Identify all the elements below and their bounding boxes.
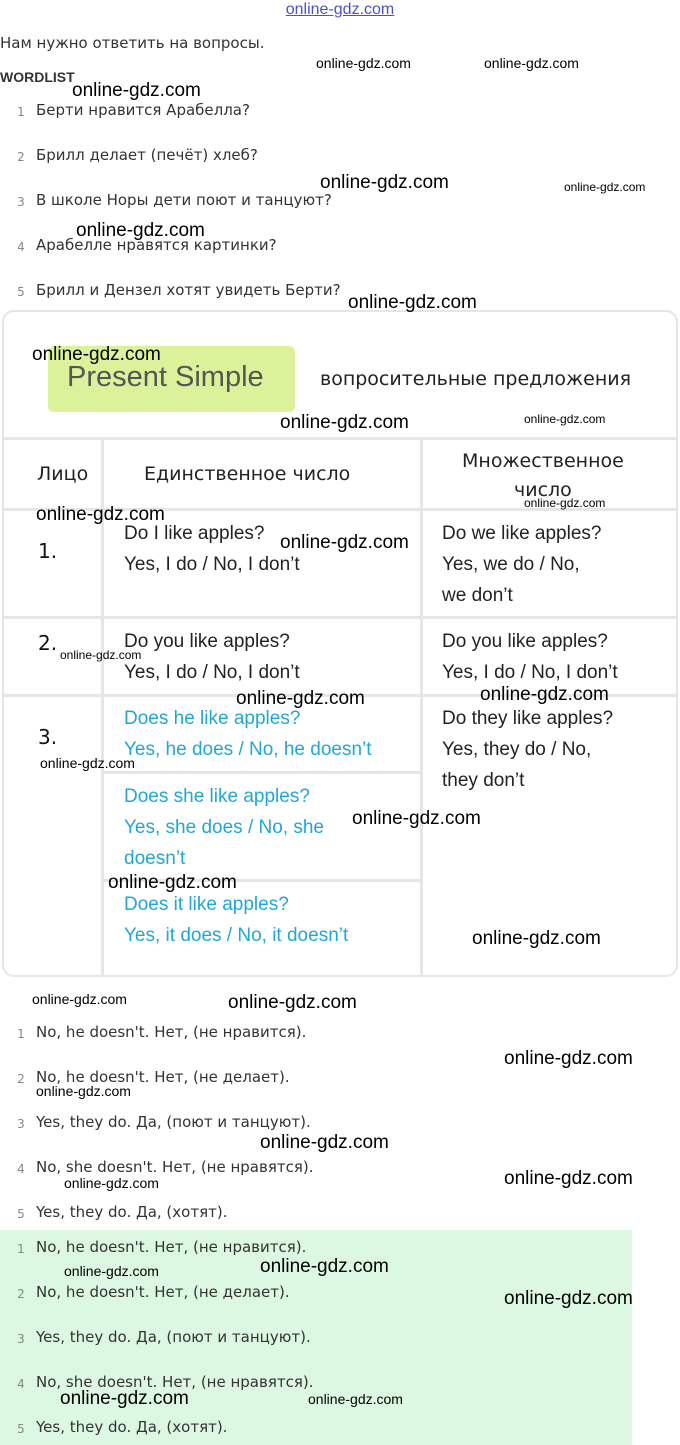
example-line: we don’t xyxy=(442,585,513,606)
example-cell xyxy=(442,626,618,688)
table-divider xyxy=(104,771,422,774)
watermark: online-gdz.com xyxy=(504,1168,633,1189)
example-line: Yes, they do / No, xyxy=(442,739,592,760)
example-line: Yes, I do / No, I don’t xyxy=(124,662,300,683)
watermark: online-gdz.com xyxy=(480,684,609,705)
table-divider xyxy=(420,437,423,977)
watermark: online-gdz.com xyxy=(320,172,449,193)
question-number: 2 xyxy=(17,150,25,164)
question-number: 4 xyxy=(17,240,25,254)
watermark: online-gdz.com xyxy=(348,292,477,313)
watermark: online-gdz.com xyxy=(108,872,237,893)
watermark: online-gdz.com xyxy=(484,55,579,71)
watermark: online-gdz.com xyxy=(36,504,165,525)
watermark: online-gdz.com xyxy=(228,992,357,1013)
intro-text: Нам нужно ответить на вопросы. xyxy=(0,34,265,52)
example-line: Do I like apples? xyxy=(124,523,265,544)
example-cell xyxy=(124,889,348,951)
watermark: online-gdz.com xyxy=(564,180,646,194)
answer-text: Yes, they do. Да, (поют и танцуют). xyxy=(36,1328,311,1346)
example-line: they don’t xyxy=(442,770,525,791)
grammar-title: Present Simple xyxy=(67,361,264,393)
watermark: online-gdz.com xyxy=(72,80,201,101)
answer-text: No, she doesn't. Нет, (не нравятся). xyxy=(36,1373,314,1391)
watermark: online-gdz.com xyxy=(236,688,365,709)
answer-text: No, he doesn't. Нет, (не делает). xyxy=(36,1283,290,1301)
person-label: 1. xyxy=(38,539,58,563)
person-label: 3. xyxy=(38,725,58,749)
answer-number: 2 xyxy=(17,1287,25,1301)
example-cell xyxy=(442,703,613,796)
site-title-link[interactable]: online-gdz.com xyxy=(285,1,395,18)
watermark: online-gdz.com xyxy=(352,808,481,829)
example-line: Does she like apples? xyxy=(124,786,310,807)
wordlist-heading: WORDLIST xyxy=(0,69,75,85)
answer-text: Yes, they do. Да, (поют и танцуют). xyxy=(36,1113,311,1131)
example-line: Does it like apples? xyxy=(124,894,289,915)
answer-text: Yes, they do. Да, (хотят). xyxy=(36,1418,228,1436)
example-cell xyxy=(442,518,601,611)
person-label: 2. xyxy=(38,631,58,655)
answer-number: 4 xyxy=(17,1377,25,1391)
watermark: online-gdz.com xyxy=(60,1388,189,1409)
example-line: Yes, I do / No, I don’t xyxy=(124,554,300,575)
watermark: online-gdz.com xyxy=(280,412,409,433)
watermark: online-gdz.com xyxy=(260,1256,389,1277)
watermark: online-gdz.com xyxy=(260,1132,389,1153)
question-number: 5 xyxy=(17,285,25,299)
example-line: Yes, she does / No, she xyxy=(124,817,324,838)
example-cell xyxy=(124,626,300,688)
example-line: Yes, it does / No, it doesn’t xyxy=(124,925,349,946)
header-person: Лицо xyxy=(37,463,89,485)
example-line: Do they like apples? xyxy=(442,708,614,729)
example-line: Yes, we do / No, xyxy=(442,554,580,575)
watermark: online-gdz.com xyxy=(280,532,409,553)
example-cell xyxy=(124,703,372,765)
watermark: online-gdz.com xyxy=(316,55,411,71)
watermark: online-gdz.com xyxy=(472,928,601,949)
example-cell xyxy=(124,781,324,874)
watermark: online-gdz.com xyxy=(504,1048,633,1069)
watermark: online-gdz.com xyxy=(64,1263,159,1279)
example-line: doesn’t xyxy=(124,848,186,869)
watermark: online-gdz.com xyxy=(504,1288,633,1309)
example-cell xyxy=(124,518,300,580)
watermark: online-gdz.com xyxy=(308,1391,403,1407)
example-line: Do you like apples? xyxy=(124,631,290,652)
answer-number: 5 xyxy=(17,1207,25,1221)
example-line: Does he like apples? xyxy=(124,708,301,729)
question-text: В школе Норы дети поют и танцуют? xyxy=(36,191,332,209)
example-line: Yes, he does / No, he doesn’t xyxy=(124,739,372,760)
answer-text: No, he doesn't. Нет, (не нравится). xyxy=(36,1023,307,1041)
watermark: online-gdz.com xyxy=(60,648,142,662)
grammar-subtitle: вопросительные предложения xyxy=(320,368,632,390)
watermark: online-gdz.com xyxy=(524,412,606,426)
answer-text: Yes, they do. Да, (хотят). xyxy=(36,1203,228,1221)
watermark: online-gdz.com xyxy=(64,1175,159,1191)
watermark: online-gdz.com xyxy=(32,991,127,1007)
question-text: Брилл делает (печёт) хлеб? xyxy=(36,146,258,164)
answer-text: No, he doesn't. Нет, (не нравится). xyxy=(36,1238,307,1256)
watermark: online-gdz.com xyxy=(36,1083,131,1099)
answer-text: No, she doesn't. Нет, (не нравятся). xyxy=(36,1158,314,1176)
example-line: Do you like apples? xyxy=(442,631,608,652)
example-line: Do we like apples? xyxy=(442,523,602,544)
watermark: online-gdz.com xyxy=(76,220,205,241)
header-plural: число xyxy=(514,479,572,501)
question-text: Арабелле нравятся картинки? xyxy=(36,236,277,254)
header-plural: Множественное xyxy=(462,450,624,472)
answer-number: 5 xyxy=(17,1422,25,1436)
answer-number: 1 xyxy=(17,1242,25,1256)
watermark: online-gdz.com xyxy=(524,496,606,510)
answer-number: 3 xyxy=(17,1117,25,1131)
question-number: 3 xyxy=(17,195,25,209)
header-singular: Единственное число xyxy=(144,463,351,485)
question-text: Берти нравится Арабелла? xyxy=(36,101,250,119)
answer-number: 3 xyxy=(17,1332,25,1346)
watermark: online-gdz.com xyxy=(32,344,161,365)
question-number: 1 xyxy=(17,105,25,119)
question-text: Брилл и Дензел хотят увидеть Берти? xyxy=(36,281,341,299)
answer-number: 2 xyxy=(17,1072,25,1086)
answer-number: 4 xyxy=(17,1162,25,1176)
answer-text: No, he doesn't. Нет, (не делает). xyxy=(36,1068,290,1086)
example-line: Yes, I do / No, I don’t xyxy=(442,662,618,683)
answer-number: 1 xyxy=(17,1027,25,1041)
watermark: online-gdz.com xyxy=(40,755,135,771)
